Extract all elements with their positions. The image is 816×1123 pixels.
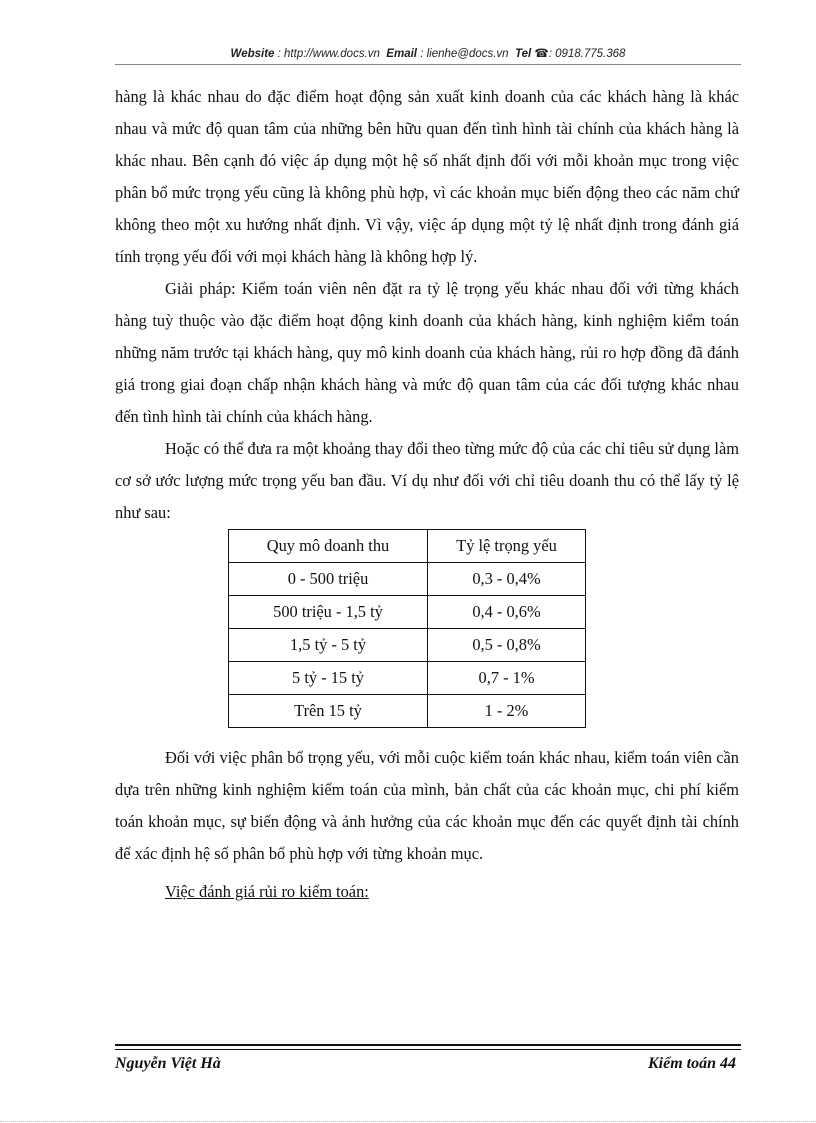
page-header — [115, 46, 741, 60]
paragraph-3: Hoặc có thể đưa ra một khoảng thay đổi theo từng mức độ của các chỉ tiêu sử dụng làm cơ sở ước lượng mức trọng yếu ban đầu. Ví dụ như đối với chỉ tiêu doanh thu có thể lấy tỷ lệ như sau: — [115, 439, 739, 522]
phone-icon: ☎ — [534, 48, 549, 60]
header-divider — [115, 64, 741, 65]
materiality-rate-table — [228, 529, 586, 728]
table-cell-revenue: 500 triệu - 1,5 tỷ — [229, 596, 428, 629]
section-heading — [115, 876, 739, 908]
table-header-row — [229, 530, 586, 563]
paragraph-4: Đối với việc phân bổ trọng yếu, với mỗi cuộc kiểm toán khác nhau, kiểm toán viên cần dựa trên những kinh nghiệm kiểm toán của mình, bản chất của các khoản mục, chi phí kiểm toán khoản mục, sự biến động và ảnh hưởng của các khoản mục đến các quyết định tài chính để xác định hệ số phân bổ phù hợp với từng khoản mục. — [115, 748, 739, 863]
footer-divider-thick — [115, 1044, 741, 1046]
footer-class-name: Kiểm toán 44 — [647, 1055, 736, 1072]
table-row — [229, 662, 586, 695]
section-heading-text: Việc đánh giá rủi ro kiểm toán: — [165, 882, 369, 901]
paragraph-1: hàng là khác nhau do đặc điểm hoạt động sản xuất kinh doanh của các khách hàng là khác nhau và mức độ quan tâm của những bên hữu quan đến tình hình tài chính của khách hàng là khác nhau. Bên cạnh đó việc áp dụng một hệ số nhất định đối với mỗi khoản mục trong việc phân bổ mức trọng yếu cũng là không phù hợp, vì các khoản mục biến động theo các năm chứ không theo một xu hướng nhất định. Vì vậy, việc áp dụng một tỷ lệ nhất định trong đánh giá tính trọng yếu đối với mọi khách hàng là không hợp lý. — [115, 87, 739, 266]
table-row — [229, 695, 586, 728]
table-cell-revenue: 0 - 500 triệu — [229, 563, 428, 596]
email-value: : lienhe@docs.vn — [420, 48, 509, 60]
table-cell-revenue: 5 tỷ - 15 tỷ — [229, 662, 428, 695]
tel-label: Tel — [514, 48, 532, 60]
email-label: Email — [386, 48, 417, 60]
table-header-rate: Tỷ lệ trọng yếu — [428, 530, 586, 563]
table-row — [229, 596, 586, 629]
table-cell-rate: 0,7 - 1% — [428, 662, 586, 695]
paragraph-2: Giải pháp: Kiểm toán viên nên đặt ra tỷ lệ trọng yếu khác nhau đối với từng khách hàng tuỳ thuộc vào đặc điểm hoạt động kinh doanh của khách hàng, kinh nghiệm kiểm toán những năm trước tại khách hàng, quy mô kinh doanh của khách hàng, rủi ro hợp đồng đã đánh giá trong giai đoạn chấp nhận khách hàng và mức độ quan tâm của các đối tượng khác nhau đến tình hình tài chính của khách hàng. — [115, 279, 739, 426]
website-value: : http://www.docs.vn — [277, 48, 380, 60]
table-cell-rate: 0,4 - 0,6% — [428, 596, 586, 629]
table-cell-rate: 0,5 - 0,8% — [428, 629, 586, 662]
table-cell-revenue: Trên 15 tỷ — [229, 695, 428, 728]
table-header-revenue: Quy mô doanh thu — [229, 530, 428, 563]
table-cell-rate: 0,3 - 0,4% — [428, 563, 586, 596]
table-row — [229, 563, 586, 596]
table-row — [229, 629, 586, 662]
table-cell-rate: 1 - 2% — [428, 695, 586, 728]
page-bottom-border — [0, 1121, 816, 1122]
website-label: Website — [230, 48, 275, 60]
table-cell-revenue: 1,5 tỷ - 5 tỷ — [229, 629, 428, 662]
footer-divider-thin — [115, 1049, 741, 1050]
document-body — [115, 81, 739, 908]
tel-value: : 0918.775.368 — [548, 48, 626, 60]
footer-author: Nguyễn Việt Hà — [115, 1055, 221, 1072]
